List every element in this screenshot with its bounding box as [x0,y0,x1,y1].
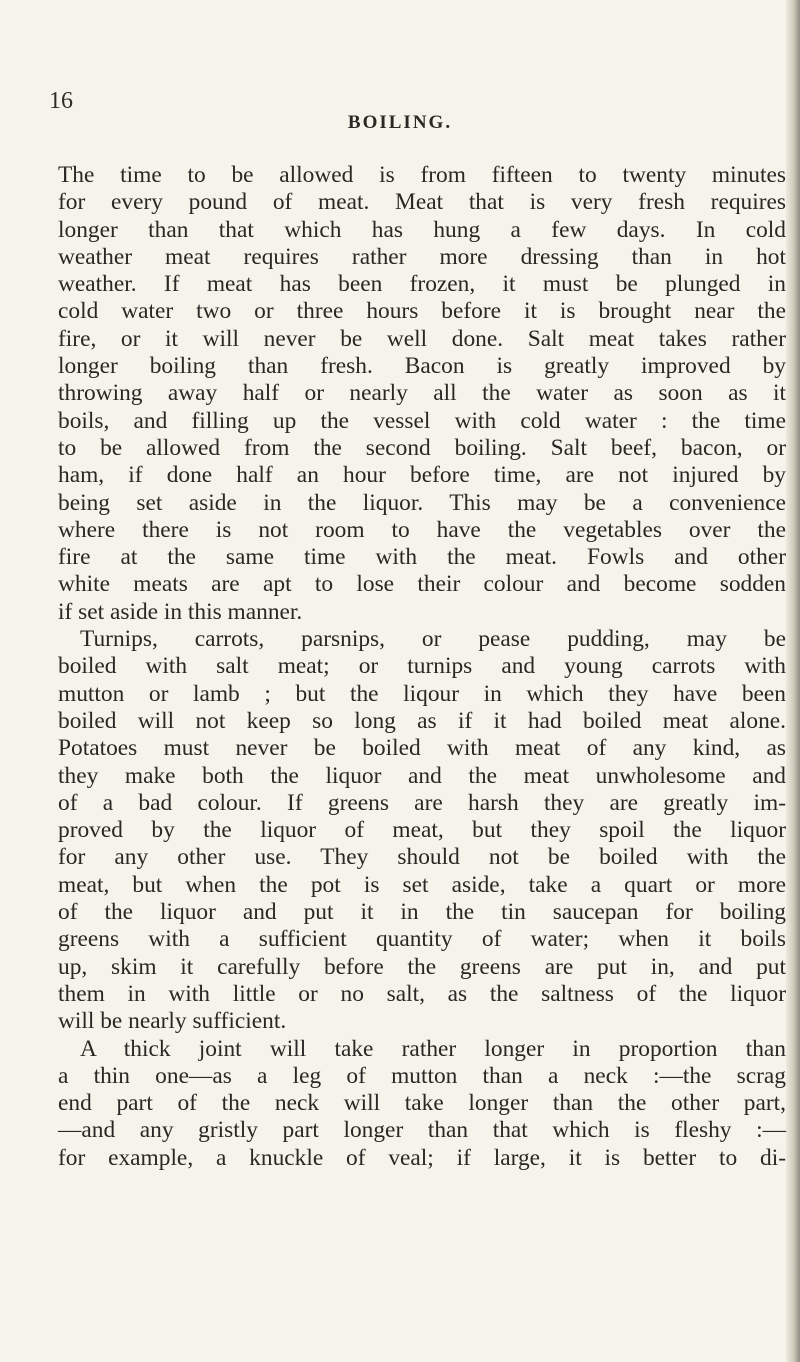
text-line: of the liquor and put it in the tin saucepan for boiling [58,899,786,926]
text-line: —and any gristly part longer than that which is fleshy :— [58,1117,786,1144]
text-line: white meats are apt to lose their colour and become sodden [58,571,786,598]
text-line: for every pound of meat. Meat that is very fresh requires [58,189,786,216]
text-line: boiled will not keep so long as if it had boiled meat alone. [58,707,786,734]
text-line: The time to be allowed is from fifteen to twenty minutes [58,162,786,188]
text-line: a thin one—as a leg of mutton than a neck :—the scrag [58,1062,786,1089]
text-line: ham, if done half an hour before time, are not injured by [58,462,786,489]
text-line: meat, but when the pot is set aside, take a quart or more [58,871,786,898]
text-line: cold water two or three hours before it is brought near the [58,298,786,325]
running-head: BOILING. [347,112,453,133]
text-line: Turnips, carrots, parsnips, or pease pudding, may be [80,626,786,653]
text-line: mutton or lamb ; but the liqour in which they have been [58,680,786,707]
text-line: if set aside in this manner. [58,598,303,625]
body-text [58,162,786,1172]
text-line: for example, a knuckle of veal; if large, it is better to di- [58,1144,786,1171]
text-line: them in with little or no salt, as the saltness of the liquor [58,980,786,1007]
page-number: 16 [49,88,73,114]
text-line: fire, or it will never be well done. Salt meat takes rather [58,325,786,352]
text-line: up, skim it carefully before the greens are put in, and put [58,953,786,980]
text-line: of a bad colour. If greens are harsh they are greatly im- [58,789,786,816]
text-line: weather meat requires rather more dressing than in hot [58,243,786,270]
text-line: throwing away half or nearly all the water as soon as it [58,380,786,407]
text-line: boils, and filling up the vessel with cold water : the time [58,407,786,434]
text-line: where there is not room to have the vegetables over the [58,516,786,543]
text-line: proved by the liquor of meat, but they spoil the liquor [58,817,786,844]
text-line: longer boiling than fresh. Bacon is greatly improved by [58,353,786,380]
page-header [0,88,800,133]
text-line: being set aside in the liquor. This may be a convenience [58,489,786,516]
text-line: will be nearly sufficient. [58,1008,287,1035]
text-line: end part of the neck will take longer than the other part, [58,1090,786,1117]
text-line: longer than that which has hung a few days. In cold [58,216,786,243]
text-line: Potatoes must never be boiled with meat of any kind, as [58,735,786,762]
text-line: they make both the liquor and the meat unwholesome and [58,762,786,789]
text-line: for any other use. They should not be boiled with the [58,844,786,871]
page-edge-shadow [786,0,800,1362]
text-line: boiled with salt meat; or turnips and young carrots with [58,653,786,680]
text-line: greens with a sufficient quantity of water; when it boils [58,926,786,953]
text-line: to be allowed from the second boiling. Salt beef, bacon, or [58,434,786,461]
text-line: A thick joint will take rather longer in proportion than [80,1035,786,1062]
text-line: fire at the same time with the meat. Fowls and other [58,544,786,571]
text-line: weather. If meat has been frozen, it must be plunged in [58,271,786,298]
